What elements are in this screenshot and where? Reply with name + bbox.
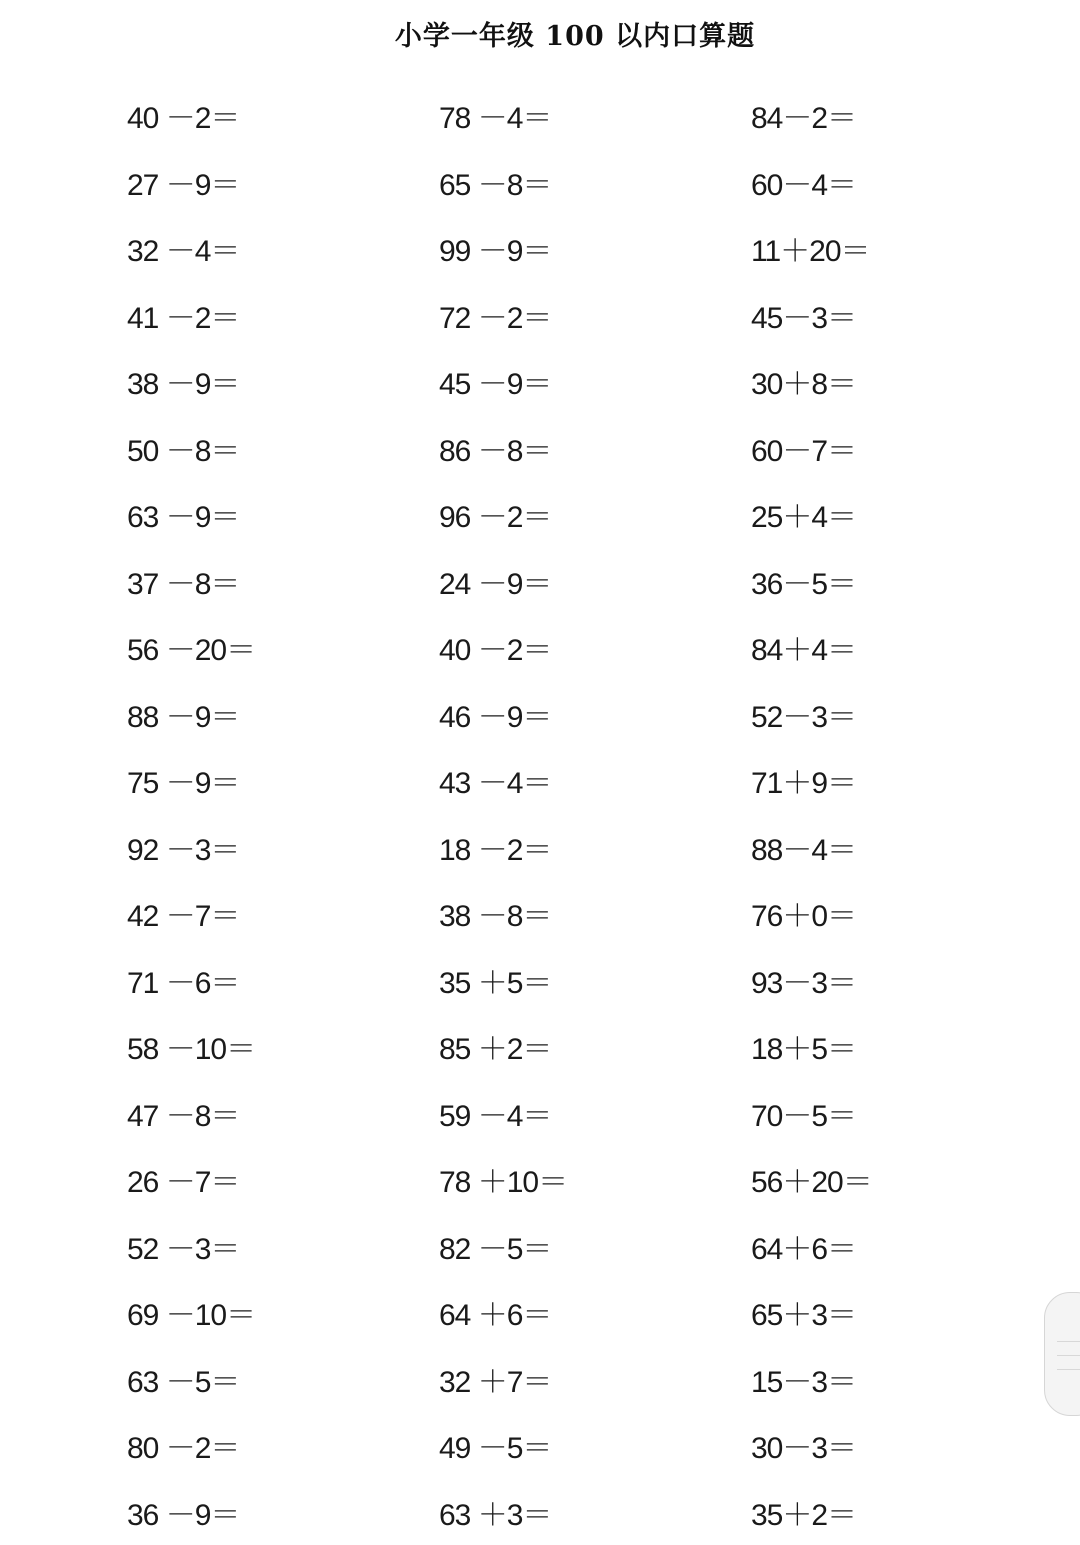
problem-cell: 82 －5＝ [439,1224,751,1268]
problem-cell: 18 －2＝ [439,825,751,869]
problem-cell: 11＋20＝ [751,226,1063,270]
problem-cell: 47 －8＝ [127,1091,439,1135]
problem-cell: 46 －9＝ [439,692,751,736]
problem-row [127,548,1063,615]
problem-cell: 24 －9＝ [439,559,751,603]
problem-cell: 71 －6＝ [127,958,439,1002]
problem-cell: 64＋6＝ [751,1224,1063,1268]
problem-cell: 72 －2＝ [439,293,751,337]
problem-row [127,348,1063,415]
problem-row [127,1013,1063,1080]
problem-cell: 60－7＝ [751,426,1063,470]
problem-cell: 36－5＝ [751,559,1063,603]
problem-cell: 38 －8＝ [439,891,751,935]
problem-cell: 32 ＋7＝ [439,1357,751,1401]
problem-cell: 52 －3＝ [127,1224,439,1268]
problem-cell: 99 －9＝ [439,226,751,270]
problem-cell: 92 －3＝ [127,825,439,869]
problem-cell: 88－4＝ [751,825,1063,869]
problem-cell: 35＋2＝ [751,1490,1063,1534]
problem-cell: 80 －2＝ [127,1423,439,1467]
problem-row [127,614,1063,681]
problem-cell: 78 －4＝ [439,93,751,137]
problem-cell: 65 －8＝ [439,160,751,204]
problem-cell: 30－3＝ [751,1423,1063,1467]
problem-cell: 37 －8＝ [127,559,439,603]
problem-grid [127,82,1063,1545]
problem-row [127,1080,1063,1147]
problem-row [127,947,1063,1014]
problem-cell: 76＋0＝ [751,891,1063,935]
problem-cell: 50 －8＝ [127,426,439,470]
problem-cell: 41 －2＝ [127,293,439,337]
problem-cell: 32 －4＝ [127,226,439,270]
problem-cell: 18＋5＝ [751,1024,1063,1068]
scroll-handle[interactable] [1044,1292,1080,1416]
problem-cell: 86 －8＝ [439,426,751,470]
problem-cell: 63 ＋3＝ [439,1490,751,1534]
problem-cell: 75 －9＝ [127,758,439,802]
problem-cell: 93－3＝ [751,958,1063,1002]
problem-row [127,681,1063,748]
page-title: 小学一年级 100 以内口算题 [0,14,1080,53]
problem-cell: 49 －5＝ [439,1423,751,1467]
problem-row [127,880,1063,947]
problem-cell: 38 －9＝ [127,359,439,403]
problem-row [127,1412,1063,1479]
handle-grip-line [1057,1355,1080,1356]
problem-cell: 36 －9＝ [127,1490,439,1534]
problem-row [127,747,1063,814]
problem-cell: 63 －5＝ [127,1357,439,1401]
problem-row [127,149,1063,216]
handle-grip-line [1057,1369,1080,1370]
problem-cell: 65＋3＝ [751,1290,1063,1334]
problem-cell: 58 －10＝ [127,1024,439,1068]
problem-cell: 59 －4＝ [439,1091,751,1135]
problem-cell: 63 －9＝ [127,492,439,536]
problem-cell: 78 ＋10＝ [439,1157,751,1201]
problem-row [127,1213,1063,1280]
problem-row [127,215,1063,282]
problem-cell: 45－3＝ [751,293,1063,337]
problem-row [127,415,1063,482]
problem-cell: 25＋4＝ [751,492,1063,536]
problem-row [127,82,1063,149]
problem-cell: 85 ＋2＝ [439,1024,751,1068]
problem-row [127,282,1063,349]
problem-row [127,814,1063,881]
problem-cell: 40 －2＝ [127,93,439,137]
problem-cell: 35 ＋5＝ [439,958,751,1002]
problem-cell: 69 －10＝ [127,1290,439,1334]
problem-cell: 30＋8＝ [751,359,1063,403]
problem-row [127,481,1063,548]
problem-cell: 40 －2＝ [439,625,751,669]
problem-cell: 26 －7＝ [127,1157,439,1201]
problem-cell: 56 －20＝ [127,625,439,669]
problem-cell: 15－3＝ [751,1357,1063,1401]
problem-cell: 84＋4＝ [751,625,1063,669]
problem-cell: 52－3＝ [751,692,1063,736]
problem-cell: 45 －9＝ [439,359,751,403]
problem-cell: 60－4＝ [751,160,1063,204]
problem-cell: 84－2＝ [751,93,1063,137]
handle-grip-line [1057,1341,1080,1342]
problem-cell: 43 －4＝ [439,758,751,802]
problem-cell: 96 －2＝ [439,492,751,536]
problem-row [127,1279,1063,1346]
problem-cell: 27 －9＝ [127,160,439,204]
problem-cell: 71＋9＝ [751,758,1063,802]
problem-cell: 42 －7＝ [127,891,439,935]
problem-cell: 70－5＝ [751,1091,1063,1135]
problem-row [127,1346,1063,1413]
problem-cell: 56＋20＝ [751,1157,1063,1201]
problem-cell: 88 －9＝ [127,692,439,736]
problem-row [127,1479,1063,1545]
problem-cell: 64 ＋6＝ [439,1290,751,1334]
problem-row [127,1146,1063,1213]
